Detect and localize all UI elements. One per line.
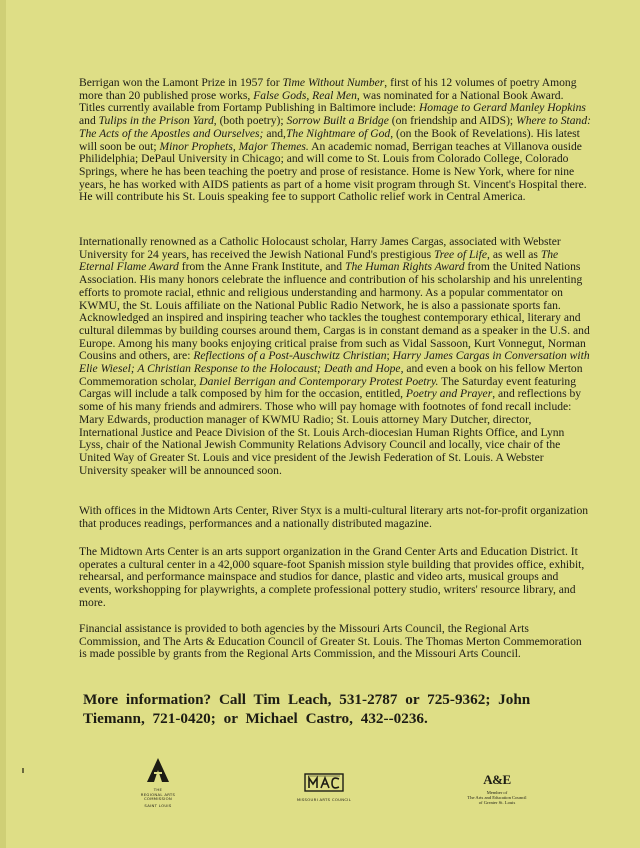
italic-title-run: False Gods, Real Men: [253, 88, 357, 102]
text-run: An academic nomad, Berrigan teaches at Villanova ouside Philidelphia; DePaul University in Chicago; and will come to St. Louis from Colorado College, Colorado Springs, where he has been teaching the poetry and prose of resistance. Home is New York, where for nine years, he has worked with AIDS patients as part of a home visit program through St. Vincent's Hospital there. He will contribute his St. Louis speaking fee to support Catholic relief work in Central America.: [79, 139, 587, 204]
text-run: , was nominated for a National Book Award. Titles currently available from Fortamp Publishing in Baltimore include:: [79, 88, 564, 115]
italic-title-run: Poetry and Prayer: [405, 387, 493, 401]
rac-line: THE: [153, 787, 163, 792]
rac-line: REGIONAL ARTS: [140, 791, 176, 797]
text-run: from the United Nations Association. His many honors celebrate the influence and contribution of his scholarship and his unrelenting efforts to promote racial, ethnic and religious understanding and harmony. As a popular commentator on KWMU, the St. Louis affiliate on the National Public Radio Network, he is also a passionate sports fan. Acknowledged an inspired and inspiring teacher who tackles the toughest contemporary ethical, literary and cultural dilemmas by building courses around them, Cargas is in constant demand as a speaker in the U.S. and Europe. Among his many books enjoying critical praise from such as Vidal Sassoon, Kurt Vonnegut, Norman Cousins and others, are:: [79, 260, 590, 363]
rac-line: COMMISSION: [143, 796, 173, 802]
mac-caption: MISSOURI ARTS COUNCIL: [296, 797, 352, 802]
text-run: , as well as: [487, 247, 541, 261]
aec-caption-line: of Greater St. Louis: [478, 800, 516, 806]
paragraph-berrigan: [79, 77, 591, 204]
text-run: ;: [386, 349, 393, 363]
paragraph-financial-assistance: [79, 623, 591, 661]
text-run: Financial assistance is provided to both agencies by the Missouri Arts Council, the Regional Arts Commission, and The Arts & Education Council of Greater St. Louis. The Thomas Merton Commemoration is made possible by grants from the Regional Arts Commission, and the Missouri Arts Council.: [79, 622, 582, 661]
arts-education-council-logo: [452, 772, 542, 806]
paragraph-river-styx: [79, 505, 591, 530]
italic-title-run: Where to Stand: The Acts of the Apostles and Ourselves;: [79, 114, 591, 140]
paragraph-cargas: [79, 236, 591, 477]
text-run: Berrigan won the Lamont Prize in 1957 for: [79, 76, 283, 89]
text-run: and even a book on his fellow Merton Commemoration scholar,: [79, 362, 583, 388]
text-run: With offices in the Midtown Arts Center, River Styx is a multi-cultural literary arts not-for-profit organization that produces readings, performances and a nationally distributed magazine.: [79, 504, 589, 530]
regional-arts-commission-logo: [125, 757, 191, 808]
text-run: from the Anne Frank Institute, and: [178, 260, 345, 274]
text-run: (on friendship and AIDS);: [388, 114, 517, 128]
italic-title-run: Reflections of a Post-Auschwitz Christian: [193, 349, 387, 363]
italic-title-run: Daniel Berrigan and Contemporary Protest Poetry.: [199, 374, 439, 388]
italic-title-run: Minor Prophets, Major Themes.: [159, 139, 309, 153]
aec-caption-line: The Arts and Education Council: [467, 795, 527, 801]
italic-title-run: Time Without Number: [282, 76, 385, 89]
italic-title-run: Tulips in the Prison Yard: [98, 114, 214, 128]
missouri-arts-council-logo: [296, 772, 352, 803]
text-run: , first of his 12 volumes of poetry Among more than 20 published prose works,: [79, 76, 577, 102]
italic-title-run: The Nightmare of God: [285, 126, 391, 140]
italic-title-run: Tree of Life: [433, 247, 488, 261]
paragraph-midtown-arts-center: [79, 546, 591, 610]
text-run: Internationally renowned as a Catholic Holocaust scholar, Harry James Cargas, associated with Webster University for 24 years, has received the Jewish National Fund's prestigious: [79, 235, 561, 261]
text-run: , and reflections by some of his many friends and admirers. Those who will pay homage with footnotes of fond recall include: Mary Edwards, production manager of KWMU Radio; St. Louis attorney Mary Dutcher, director, International Justice and Peace Division of the St. Louis Arch-diocesian Human Rights Office, and Lynn Lyss, chair of the National Jewish Community Relations Advisory Council and locally, vice chair of the United Way of Greater St. Louis and vice president of the Jewish Federation of St. Louis. A Webster University speaker will be announced soon.: [79, 387, 582, 477]
text-run: The Midtown Arts Center is an arts support organization in the Grand Center Arts and Education District. It operates a cultural center in a 42,000 square-foot Spanish mission style building that provides office, exhibit, rehearsal, and performance mainspace and studios for dance, plastic and video arts, musical groups and events, workshopping for playwrights, a complete professional pottery studio, writers' resource library, and more.: [79, 545, 585, 609]
italic-title-run: Homage to Gerard Manley Hopkins: [418, 101, 586, 115]
italic-title-run: The Human Rights Award: [345, 260, 465, 274]
text-run: The Saturday event featuring Cargas will include a talk composed by him for the occasion, entitled,: [79, 374, 577, 401]
contact-information: More information? Call Tim Leach, 531-2787 or 725-9362; John Tiemann, 721-0420; or Michael Castro, 432--0236.: [83, 691, 531, 727]
text-run: and,: [263, 126, 286, 140]
text-run: and: [79, 114, 99, 128]
rac-symbol-icon: [145, 757, 171, 783]
text-run: , (both poetry);: [213, 114, 287, 128]
rac-line: SAINT LOUIS: [144, 802, 172, 808]
paper-speck: [22, 768, 24, 773]
aec-mark: A&E: [483, 772, 511, 787]
mac-mark-icon: [304, 772, 344, 794]
italic-title-run: Sorrow Built a Bridge: [286, 114, 389, 128]
text-run: , (on the Book of Revelations). His latest will soon be out;: [79, 126, 580, 153]
italic-title-run: The Eternal Flame Award: [79, 247, 559, 274]
italic-title-run: Harry James Cargas in Conversation with Elie Wiesel; A Christian Response to the Holocaust; Death and Hope,: [79, 349, 590, 376]
aec-caption-line: Member of: [486, 790, 508, 795]
